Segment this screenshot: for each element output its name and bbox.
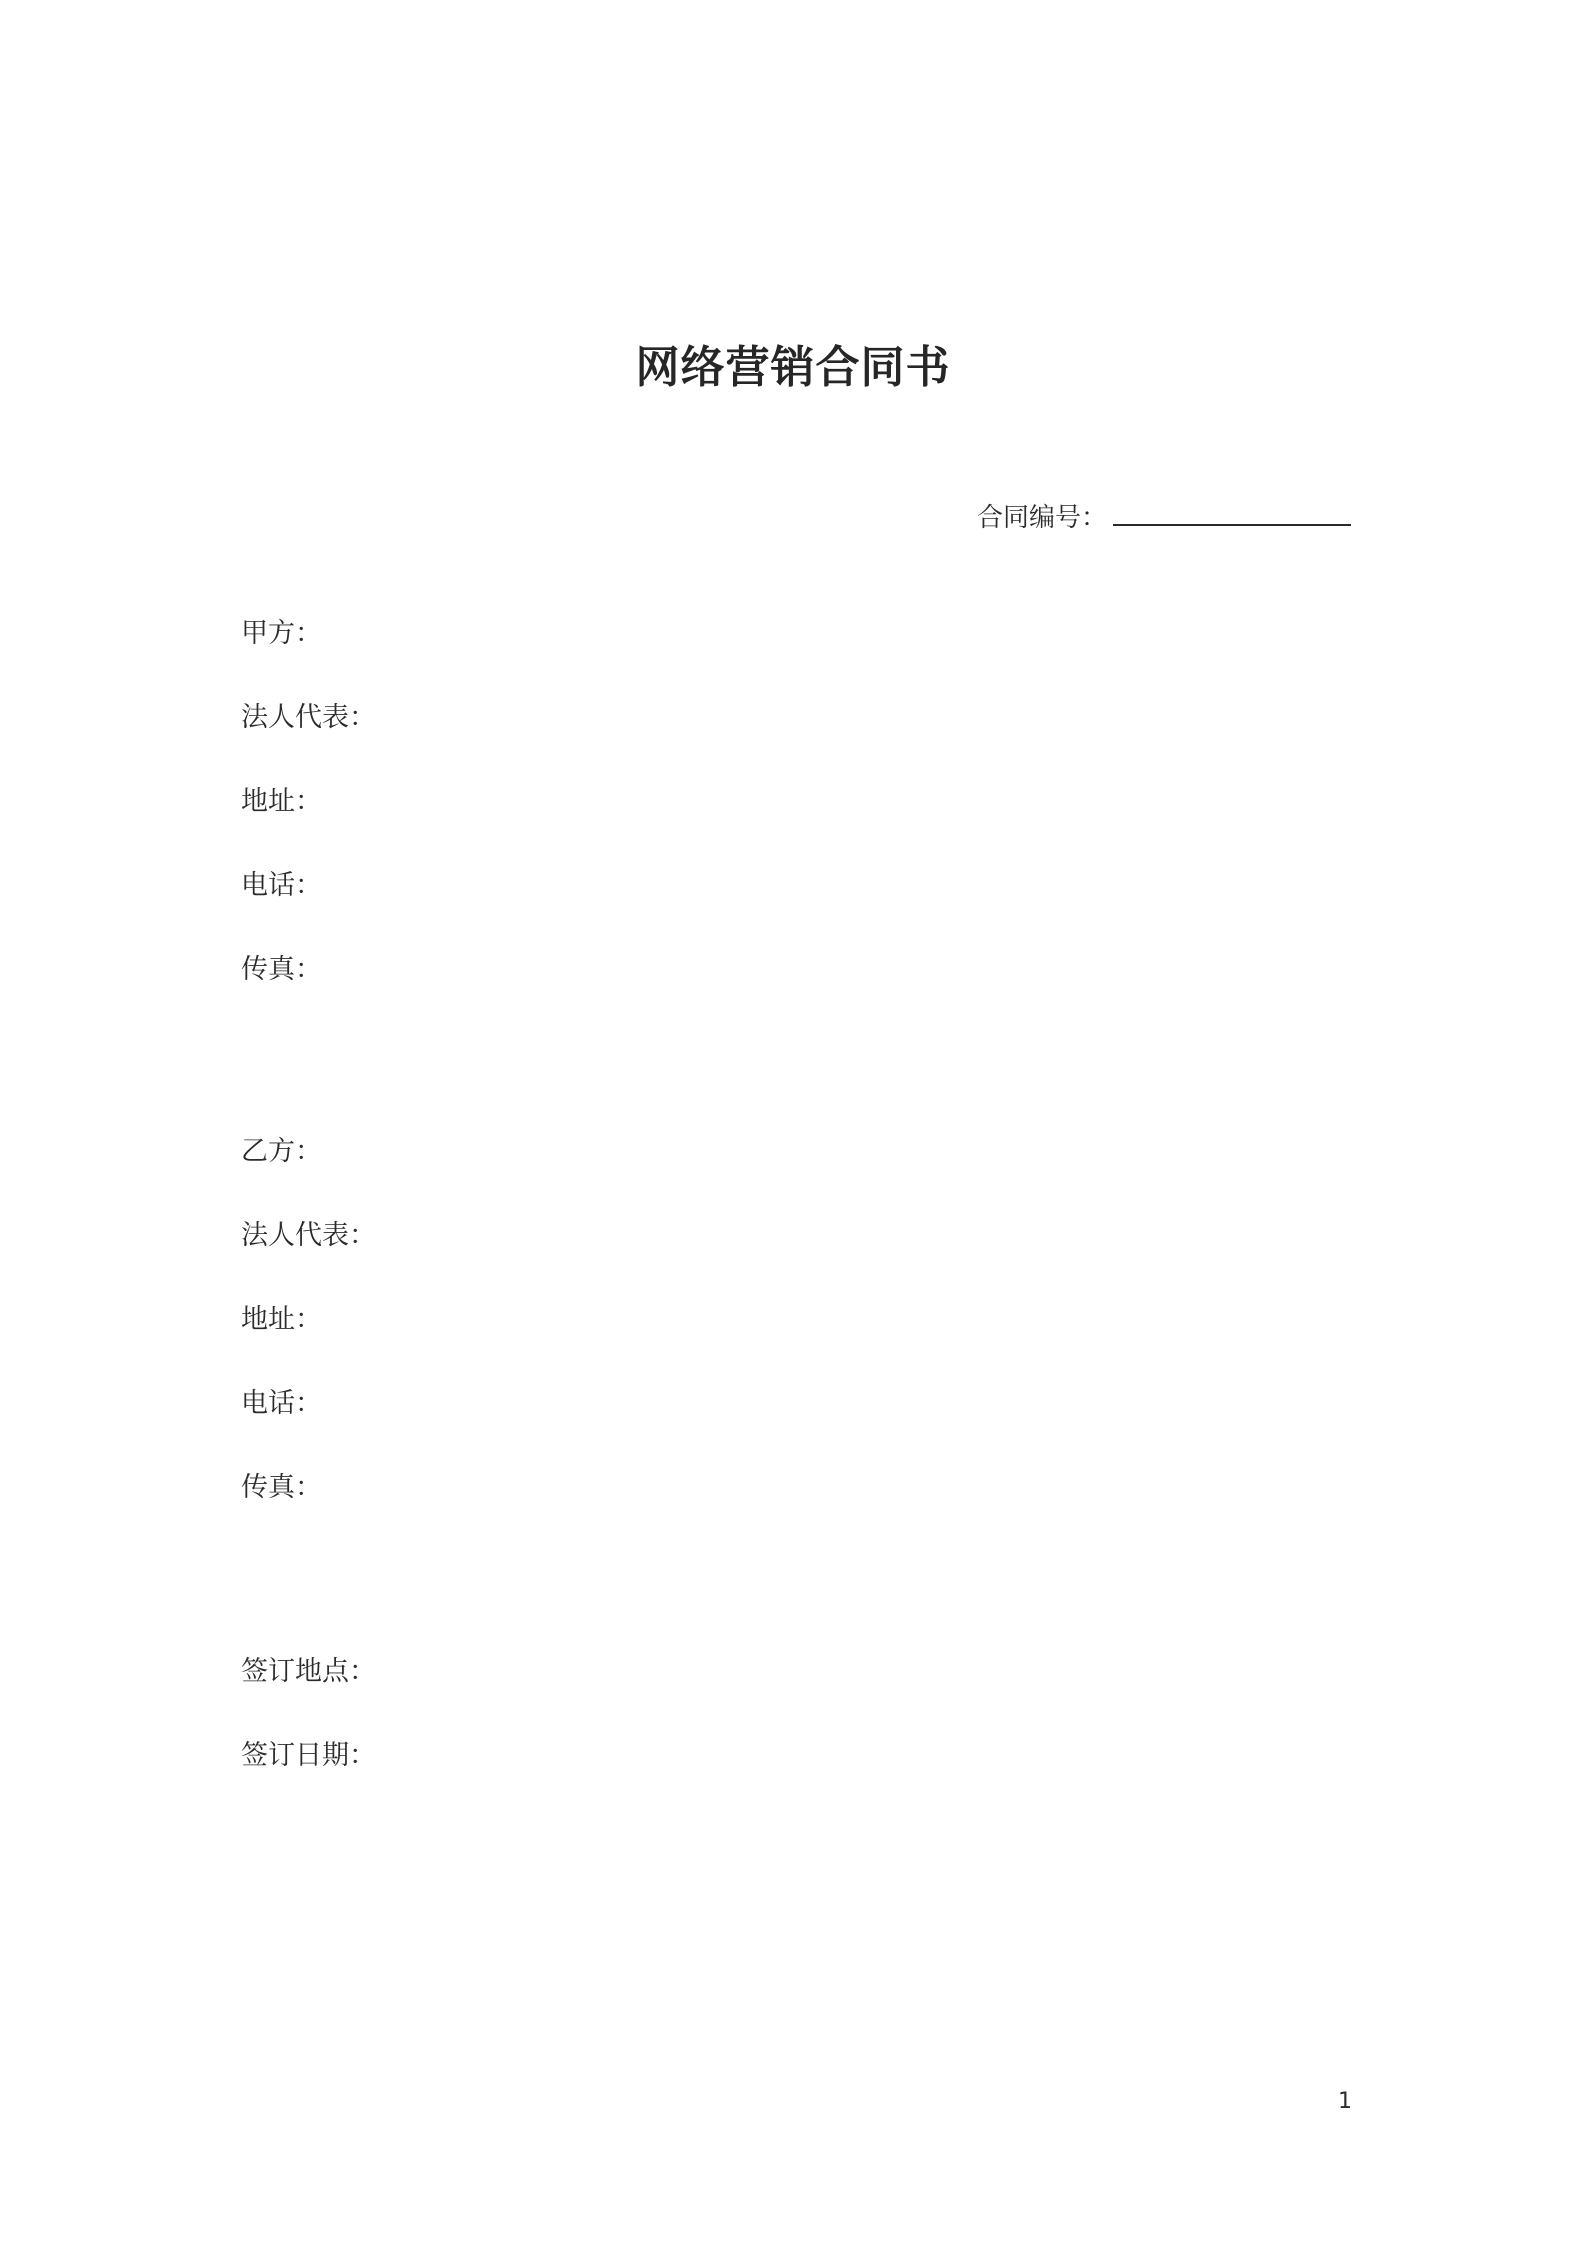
party-a-fax-label: 传真： — [241, 954, 322, 985]
contract-number-label: 合同编号： — [976, 503, 1107, 533]
party-b-legal-rep-label: 法人代表： — [241, 1220, 376, 1251]
party-b-fax-label: 传真： — [241, 1472, 322, 1503]
page-number: 1 — [1338, 2089, 1352, 2114]
party-b-name-label: 乙方： — [241, 1136, 322, 1167]
party-a-name-label: 甲方： — [241, 618, 322, 649]
signing-place-label: 签订地点： — [241, 1656, 376, 1687]
party-a-legal-rep-label: 法人代表： — [241, 702, 376, 733]
party-a-phone-label: 电话： — [241, 870, 322, 901]
document-title: 网络营销合同书 — [635, 342, 951, 393]
contract-number-blank — [1113, 496, 1351, 526]
party-b-phone-label: 电话： — [241, 1388, 322, 1419]
party-a-address-label: 地址： — [241, 786, 322, 817]
contract-number-line — [977, 496, 1351, 538]
signing-date-label: 签订日期： — [241, 1740, 376, 1771]
party-b-address-label: 地址： — [241, 1304, 322, 1335]
